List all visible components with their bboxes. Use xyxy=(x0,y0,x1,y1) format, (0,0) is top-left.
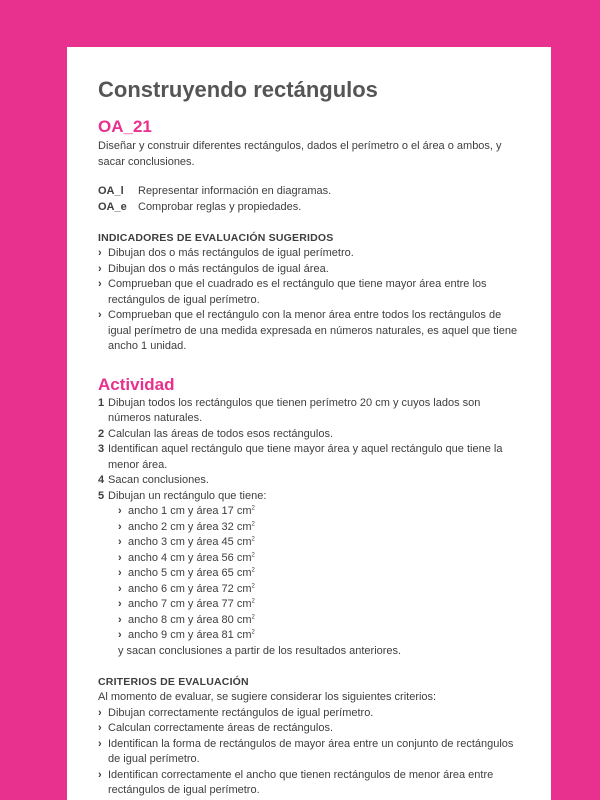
chevron-right-icon: › xyxy=(118,551,122,564)
list-item: › Dibujan dos o más rectángulos de igual área. xyxy=(98,262,521,278)
list-item: › ancho 2 cm y área 32 $cm^2$ xyxy=(118,520,521,536)
step-number: 1 xyxy=(98,396,105,409)
list-item: › ancho 4 cm y área 56 $cm^2$ xyxy=(118,551,521,567)
criteria-list xyxy=(98,706,521,799)
rectangle-list xyxy=(108,504,521,644)
ability-row xyxy=(98,184,521,200)
criteria-heading: CRITERIOS DE EVALUACIÓN xyxy=(98,676,249,688)
list-item: › Dibujan dos o más rectángulos de igual perímetro. xyxy=(98,246,521,262)
list-item: › Identifican la forma de rectángulos de mayor área entre un conjunto de rectángulos de igual perímetro. xyxy=(98,737,514,765)
chevron-right-icon: › xyxy=(118,598,122,610)
chevron-right-icon: › xyxy=(98,278,102,290)
list-item: › Dibujan correctamente rectángulos de igual perímetro. xyxy=(98,706,521,722)
document-page xyxy=(67,47,551,800)
list-item: › Identifican correctamente el ancho que tienen rectángulos de menor área entre rectángulos de igual perímetro. xyxy=(98,768,494,796)
chevron-right-icon: › xyxy=(98,768,102,781)
chevron-right-icon: › xyxy=(118,520,122,533)
activity-step: 4 Sacan conclusiones. xyxy=(98,473,521,489)
list-item: › ancho 9 cm y área 81 $cm^2$ xyxy=(118,628,521,644)
chevron-right-icon: › xyxy=(118,582,122,595)
step-number: 3 xyxy=(98,443,105,455)
criteria-intro: Al momento de evaluar, se sugiere considerar los siguientes criterios: xyxy=(98,691,437,703)
chevron-right-icon: › xyxy=(98,737,102,750)
ability-row xyxy=(98,200,521,216)
activity-steps xyxy=(98,396,521,660)
page-title: Construyendo rectángulos xyxy=(98,77,378,102)
activity-step: 1 Dibujan todos los rectángulos que tienen perímetro 20 cm y cuyos lados son números naturales. xyxy=(98,396,481,424)
chevron-right-icon: › xyxy=(118,613,122,626)
activity-closing: y sacan conclusiones a partir de los resultados anteriores. xyxy=(118,644,402,657)
chevron-right-icon: › xyxy=(98,706,102,719)
abilities-list xyxy=(98,184,521,215)
list-item: › Comprueban que el rectángulo con la menor área entre todos los rectángulos de igual perímetro de una medida expresada en números naturales, es aquel que tiene ancho 1 unidad. xyxy=(98,309,518,352)
list-item: › ancho 6 cm y área 72 $cm^2$ xyxy=(118,582,521,598)
indicators-list xyxy=(98,246,521,355)
list-item: › ancho 8 cm y área 80 $cm^2$ xyxy=(118,613,521,629)
indicators-heading: INDICADORES DE EVALUACIÓN SUGERIDOS xyxy=(98,232,334,244)
chevron-right-icon: › xyxy=(118,629,122,641)
chevron-right-icon: › xyxy=(98,262,102,275)
step-number: 2 xyxy=(98,427,105,440)
list-item: › ancho 3 cm y área 45 $cm^2$ xyxy=(118,535,521,551)
ability-code: OA_l xyxy=(98,185,124,197)
list-item: › ancho 5 cm y área 65 $cm^2$ xyxy=(118,566,521,582)
ability-text: Representar información en diagramas. xyxy=(138,185,332,197)
chevron-right-icon: › xyxy=(98,247,102,259)
activity-heading: Actividad xyxy=(98,374,175,394)
activity-step: 3 Identifican aquel rectángulo que tiene mayor área y aquel rectángulo que tiene la menor área. xyxy=(98,443,503,471)
chevron-right-icon: › xyxy=(118,505,122,517)
objective-description: Diseñar y construir diferentes rectángulos, dados el perímetro o el área o ambos, y sacar conclusiones. xyxy=(98,140,502,168)
list-item: › Calculan correctamente áreas de rectángulos. xyxy=(98,721,521,737)
list-item: › ancho 1 cm y área 17 $cm^2$ xyxy=(118,504,521,520)
chevron-right-icon: › xyxy=(98,722,102,734)
chevron-right-icon: › xyxy=(118,567,122,579)
objective-code: OA_21 xyxy=(98,117,152,136)
chevron-right-icon: › xyxy=(118,536,122,548)
list-item: › ancho 7 cm y área 77 $cm^2$ xyxy=(118,597,521,613)
activity-step: 5 Dibujan un rectángulo que tiene: › ancho 1 cm y área 17 $cm^2$ › ancho 2 cm y área 32 $cm^2$ › ancho 3 cm y área 45 $cm^2$ › ancho 4 cm y área 56 $cm^2$ › ancho 5 cm y área 65 $cm^2$ › ancho 6 cm y área 72 $cm^2$ › ancho 7 cm y área 77 $cm^2$ › ancho 8 cm y área 80 $cm^2$ › ancho 9 cm y área 81 $cm^2$ y sacan conclusiones a partir de los resultados anteriores. xyxy=(98,489,521,660)
ability-text: Comprobar reglas y propiedades. xyxy=(138,200,302,213)
chevron-right-icon: › xyxy=(98,309,102,321)
step-number: 4 xyxy=(98,474,105,486)
activity-step: 2 Calculan las áreas de todos esos rectángulos. xyxy=(98,427,521,443)
step-number: 5 xyxy=(98,489,105,502)
list-item: › Comprueban que el cuadrado es el rectángulo que tiene mayor área entre los rectángulos de igual perímetro. xyxy=(98,278,487,306)
ability-code: OA_e xyxy=(98,200,127,213)
